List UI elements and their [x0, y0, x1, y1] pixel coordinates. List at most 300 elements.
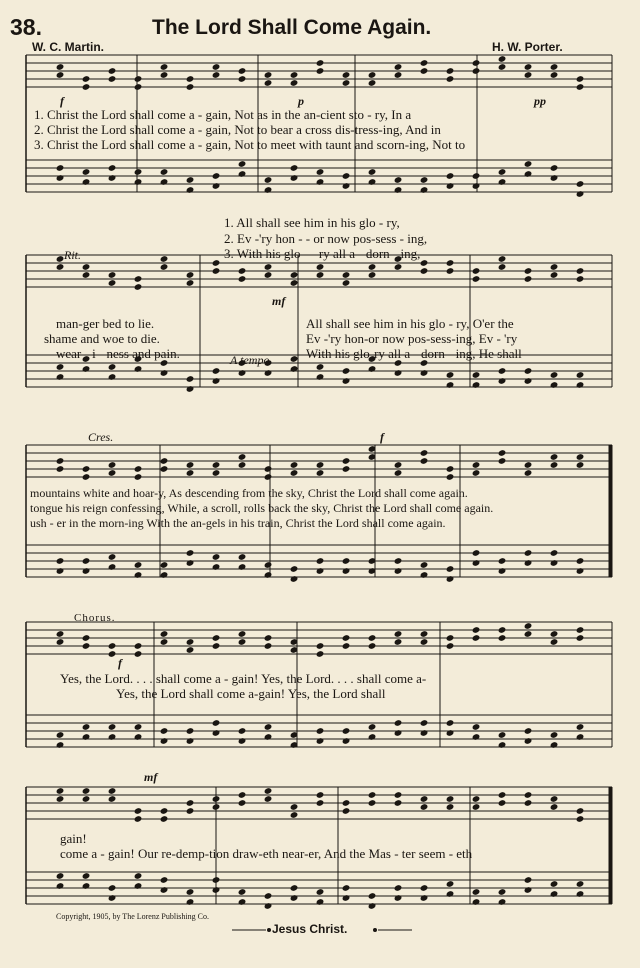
notehead: [472, 267, 481, 275]
notehead: [212, 719, 221, 727]
notehead: [134, 473, 143, 481]
notehead: [238, 267, 247, 275]
notehead: [498, 55, 507, 63]
notehead: [420, 795, 429, 803]
notehead: [472, 888, 481, 896]
notehead: [342, 799, 351, 807]
notehead: [264, 473, 273, 481]
notehead: [394, 369, 403, 377]
notehead: [134, 571, 143, 579]
notehead: [264, 733, 273, 741]
notehead: [342, 79, 351, 87]
notehead: [576, 626, 585, 634]
notehead: [212, 63, 221, 71]
notehead: [550, 549, 559, 557]
notehead: [446, 381, 455, 389]
notehead: [134, 723, 143, 731]
notehead: [550, 71, 559, 79]
notehead: [290, 279, 299, 287]
notehead: [550, 263, 559, 271]
notehead: [290, 803, 299, 811]
notehead: [238, 170, 247, 178]
notehead: [498, 263, 507, 271]
notehead: [316, 469, 325, 477]
notehead: [160, 178, 169, 186]
notehead: [550, 731, 559, 739]
notehead: [446, 729, 455, 737]
notehead: [498, 377, 507, 385]
notehead: [186, 186, 195, 194]
notehead: [56, 174, 65, 182]
notehead: [498, 898, 507, 906]
notehead: [160, 737, 169, 745]
notehead: [134, 275, 143, 283]
notehead: [420, 67, 429, 75]
notehead: [368, 642, 377, 650]
notehead: [472, 795, 481, 803]
notehead: [342, 557, 351, 565]
notehead: [368, 902, 377, 910]
notehead: [290, 469, 299, 477]
notehead: [316, 650, 325, 658]
notehead: [394, 186, 403, 194]
notehead: [498, 791, 507, 799]
notehead: [550, 381, 559, 389]
notehead: [446, 182, 455, 190]
notehead: [212, 182, 221, 190]
notehead: [342, 642, 351, 650]
notehead: [576, 557, 585, 565]
notehead: [160, 727, 169, 735]
notehead: [446, 75, 455, 83]
verse-2-upper: 2. Ev -'ry hon - - or now pos-sess - ing,: [224, 231, 428, 246]
notehead: [160, 168, 169, 176]
notehead: [56, 567, 65, 575]
notehead: [264, 369, 273, 377]
notehead: [108, 563, 117, 571]
notehead: [498, 367, 507, 375]
notehead: [446, 473, 455, 481]
notehead: [264, 642, 273, 650]
notehead: [290, 79, 299, 87]
notehead: [446, 371, 455, 379]
notehead: [212, 876, 221, 884]
ornament-left-icon: [232, 927, 272, 933]
notehead: [108, 469, 117, 477]
notehead: [108, 884, 117, 892]
notehead: [160, 263, 169, 271]
notehead: [446, 719, 455, 727]
notehead: [576, 634, 585, 642]
notehead: [394, 469, 403, 477]
notehead: [56, 255, 65, 263]
hymn-number: 38.: [10, 14, 42, 40]
notehead: [316, 363, 325, 371]
notehead: [342, 634, 351, 642]
chorus-alto-lyric: Yes, the Lord shall come a-gain! Yes, the Lord shall: [116, 686, 386, 701]
notehead: [134, 83, 143, 91]
notehead: [472, 898, 481, 906]
notehead: [186, 279, 195, 287]
notehead: [82, 872, 91, 880]
notehead: [264, 723, 273, 731]
notehead: [342, 737, 351, 745]
notehead: [576, 381, 585, 389]
notehead: [82, 567, 91, 575]
notehead: [498, 634, 507, 642]
notehead: [108, 733, 117, 741]
notehead: [316, 642, 325, 650]
notehead: [82, 465, 91, 473]
notehead: [108, 271, 117, 279]
notehead: [108, 373, 117, 381]
notehead: [134, 882, 143, 890]
notehead: [394, 630, 403, 638]
notehead: [576, 461, 585, 469]
notehead: [238, 638, 247, 646]
notehead: [342, 567, 351, 575]
notehead: [368, 178, 377, 186]
notehead: [134, 650, 143, 658]
notehead: [576, 267, 585, 275]
notehead: [446, 890, 455, 898]
notehead: [550, 164, 559, 172]
notehead: [316, 888, 325, 896]
notehead: [212, 803, 221, 811]
notehead: [238, 791, 247, 799]
notehead: [134, 365, 143, 373]
notehead: [472, 723, 481, 731]
notehead: [238, 160, 247, 168]
notehead: [368, 71, 377, 79]
notehead: [160, 876, 169, 884]
notehead: [498, 567, 507, 575]
notehead: [290, 355, 299, 363]
notehead: [394, 557, 403, 565]
notehead: [82, 75, 91, 83]
notehead: [108, 894, 117, 902]
notehead: [82, 882, 91, 890]
notehead: [186, 807, 195, 815]
notehead: [446, 565, 455, 573]
notehead: [420, 449, 429, 457]
notehead: [56, 465, 65, 473]
notehead: [576, 371, 585, 379]
notehead: [290, 575, 299, 583]
notehead: [238, 75, 247, 83]
notehead: [368, 791, 377, 799]
topic-label: Jesus Christ.: [272, 922, 348, 936]
notehead: [524, 377, 533, 385]
notehead: [186, 638, 195, 646]
chorus-alto-lyric-2: come a - gain! Our re-demp-tion draw-eth near-er, And the Mas - ter seem - eth: [60, 846, 473, 861]
notehead: [82, 795, 91, 803]
notehead: [186, 727, 195, 735]
notehead: [524, 275, 533, 283]
notehead: [472, 59, 481, 67]
notehead: [576, 75, 585, 83]
notehead: [550, 271, 559, 279]
notehead: [264, 79, 273, 87]
verse-1-line-1: 1. Christ the Lord shall come a - gain, Not as in the an-cient sto - ry, In a: [34, 107, 412, 122]
notehead: [420, 176, 429, 184]
notehead: [446, 267, 455, 275]
notehead: [290, 271, 299, 279]
notehead: [576, 733, 585, 741]
notehead: [394, 71, 403, 79]
notehead: [368, 79, 377, 87]
notehead: [82, 178, 91, 186]
notehead: [498, 557, 507, 565]
notehead: [524, 367, 533, 375]
dynamic-forte-chorus: f: [118, 656, 122, 670]
notehead: [134, 465, 143, 473]
notehead: [420, 803, 429, 811]
notehead: [56, 557, 65, 565]
notehead: [394, 638, 403, 646]
notehead: [212, 259, 221, 267]
notehead: [212, 795, 221, 803]
notehead: [368, 892, 377, 900]
notehead: [160, 630, 169, 638]
notehead: [446, 465, 455, 473]
notehead: [472, 634, 481, 642]
hymn-title: The Lord Shall Come Again.: [152, 16, 432, 39]
notehead: [524, 886, 533, 894]
notehead: [342, 271, 351, 279]
verse-3-line-3: ush - er in the morn-ing With the an-gels in his train, Christ the Lord shall come again.: [30, 516, 446, 530]
notehead: [160, 63, 169, 71]
notehead: [368, 733, 377, 741]
notehead: [420, 259, 429, 267]
notehead: [342, 884, 351, 892]
notehead: [550, 453, 559, 461]
dynamic-forte-2: f: [380, 430, 384, 444]
notehead: [186, 83, 195, 91]
notehead: [420, 630, 429, 638]
notehead: [472, 461, 481, 469]
notehead: [290, 884, 299, 892]
notehead: [160, 255, 169, 263]
notehead: [108, 553, 117, 561]
notehead: [264, 176, 273, 184]
notehead: [212, 377, 221, 385]
notehead: [446, 795, 455, 803]
notehead: [212, 553, 221, 561]
notehead: [394, 263, 403, 271]
notehead: [186, 461, 195, 469]
notehead: [420, 186, 429, 194]
notehead: [108, 650, 117, 658]
notehead: [212, 172, 221, 180]
notehead: [576, 880, 585, 888]
notehead: [134, 283, 143, 291]
notehead: [238, 67, 247, 75]
notehead: [82, 473, 91, 481]
notehead: [56, 872, 65, 880]
notehead: [316, 67, 325, 75]
notehead: [316, 567, 325, 575]
notehead: [550, 741, 559, 749]
notehead: [108, 642, 117, 650]
notehead: [186, 176, 195, 184]
dynamic-piano: p: [298, 94, 304, 108]
notehead: [446, 67, 455, 75]
notehead: [108, 795, 117, 803]
notehead: [186, 559, 195, 567]
notehead: [342, 182, 351, 190]
notehead: [82, 83, 91, 91]
notehead: [186, 888, 195, 896]
verse-2-line-3: tongue his reign confessing, While, a scroll, rolls back the sky, Christ the Lord shall come again.: [30, 501, 494, 515]
notehead: [472, 733, 481, 741]
notehead: [394, 884, 403, 892]
notehead: [134, 75, 143, 83]
notehead: [56, 795, 65, 803]
notehead: [56, 731, 65, 739]
notehead: [394, 729, 403, 737]
composer-credit: H. W. Porter.: [492, 40, 563, 54]
notehead: [134, 561, 143, 569]
notehead: [186, 75, 195, 83]
notehead: [524, 799, 533, 807]
chorus-heading: Chorus.: [74, 612, 116, 624]
notehead: [186, 737, 195, 745]
notehead: [212, 469, 221, 477]
dynamic-mezzo-forte: mf: [272, 294, 286, 308]
notehead: [290, 894, 299, 902]
notehead: [186, 469, 195, 477]
notehead: [550, 803, 559, 811]
notehead: [524, 160, 533, 168]
notehead: [108, 75, 117, 83]
notehead: [160, 561, 169, 569]
notehead: [342, 457, 351, 465]
notehead: [420, 561, 429, 569]
notehead: [446, 259, 455, 267]
notehead: [368, 271, 377, 279]
ritardando-mark: Rit.: [64, 248, 81, 262]
notehead: [160, 369, 169, 377]
notehead: [524, 737, 533, 745]
notehead: [290, 174, 299, 182]
verse-3-line-2-right: With his glo-ry all a - dorn - ing, He shall: [306, 346, 522, 361]
notehead: [368, 168, 377, 176]
notehead: [498, 741, 507, 749]
verse-2-line-2: shame and woe to die.: [44, 331, 160, 346]
notehead: [290, 461, 299, 469]
notehead: [576, 180, 585, 188]
notehead: [576, 723, 585, 731]
notehead: [186, 385, 195, 393]
notehead: [550, 174, 559, 182]
notehead: [342, 894, 351, 902]
notehead: [264, 263, 273, 271]
notehead: [238, 553, 247, 561]
notehead: [368, 263, 377, 271]
notehead: [56, 263, 65, 271]
notehead: [576, 453, 585, 461]
notehead: [524, 469, 533, 477]
notehead: [576, 275, 585, 283]
a-tempo-mark: A tempo.: [230, 353, 273, 367]
notehead: [394, 799, 403, 807]
notehead: [316, 557, 325, 565]
notehead: [108, 787, 117, 795]
notehead: [56, 363, 65, 371]
notehead: [498, 888, 507, 896]
notehead: [264, 634, 273, 642]
notehead: [524, 727, 533, 735]
notehead: [472, 803, 481, 811]
ornament-right-icon: [372, 927, 412, 933]
notehead: [238, 898, 247, 906]
verse-2-line-1: 2. Christ the Lord shall come a - gain, Not to bear a cross dis-tress-ing, And in: [34, 122, 441, 137]
notehead: [472, 559, 481, 567]
notehead: [342, 807, 351, 815]
notehead: [108, 67, 117, 75]
notehead: [160, 815, 169, 823]
notehead: [446, 880, 455, 888]
notehead: [524, 549, 533, 557]
notehead: [56, 71, 65, 79]
verse-2-line-2-right: Ev -'ry hon-or now pos-sess-ing, Ev - 'ry: [306, 331, 518, 346]
verse-3-line-1: 3. Christ the Lord shall come a - gain, Not to meet with taunt and scorn-ing, Not to: [34, 137, 466, 152]
notehead: [82, 642, 91, 650]
notehead: [108, 723, 117, 731]
notehead: [186, 549, 195, 557]
notehead: [108, 363, 117, 371]
notehead: [186, 898, 195, 906]
notehead: [264, 465, 273, 473]
notehead: [160, 465, 169, 473]
notehead: [212, 642, 221, 650]
lyricist-credit: W. C. Martin.: [32, 40, 104, 54]
notehead: [316, 263, 325, 271]
notehead: [446, 575, 455, 583]
notehead: [550, 461, 559, 469]
verse-3-upper: 3. With his glo - - ry all a - dorn - ing,: [224, 246, 421, 261]
notehead: [524, 267, 533, 275]
notehead: [472, 172, 481, 180]
notehead: [498, 255, 507, 263]
notehead: [264, 561, 273, 569]
notehead: [160, 807, 169, 815]
notehead: [420, 884, 429, 892]
notehead: [264, 902, 273, 910]
notehead: [264, 186, 273, 194]
chorus-soprano-lyric: Yes, the Lord. . . . shall come a - gain! Yes, the Lord. . . . shall come a-: [60, 671, 427, 686]
notehead: [420, 571, 429, 579]
notehead: [316, 461, 325, 469]
notehead: [56, 164, 65, 172]
notehead: [264, 795, 273, 803]
notehead: [108, 174, 117, 182]
notehead: [56, 741, 65, 749]
notehead: [108, 461, 117, 469]
notehead: [342, 279, 351, 287]
notehead: [316, 168, 325, 176]
notehead: [82, 733, 91, 741]
notehead: [264, 571, 273, 579]
notehead: [108, 164, 117, 172]
verse-1-line-3: mountains white and hoar-y, As descending from the sky, Christ the Lord shall come again.: [30, 486, 468, 500]
notehead: [82, 787, 91, 795]
verse-1-line-2-right: All shall see him in his glo - ry, O'er the: [306, 316, 514, 331]
copyright-notice: Copyright, 1905, by The Lorenz Publishing Co.: [56, 912, 209, 921]
notehead: [498, 168, 507, 176]
notehead: [238, 727, 247, 735]
